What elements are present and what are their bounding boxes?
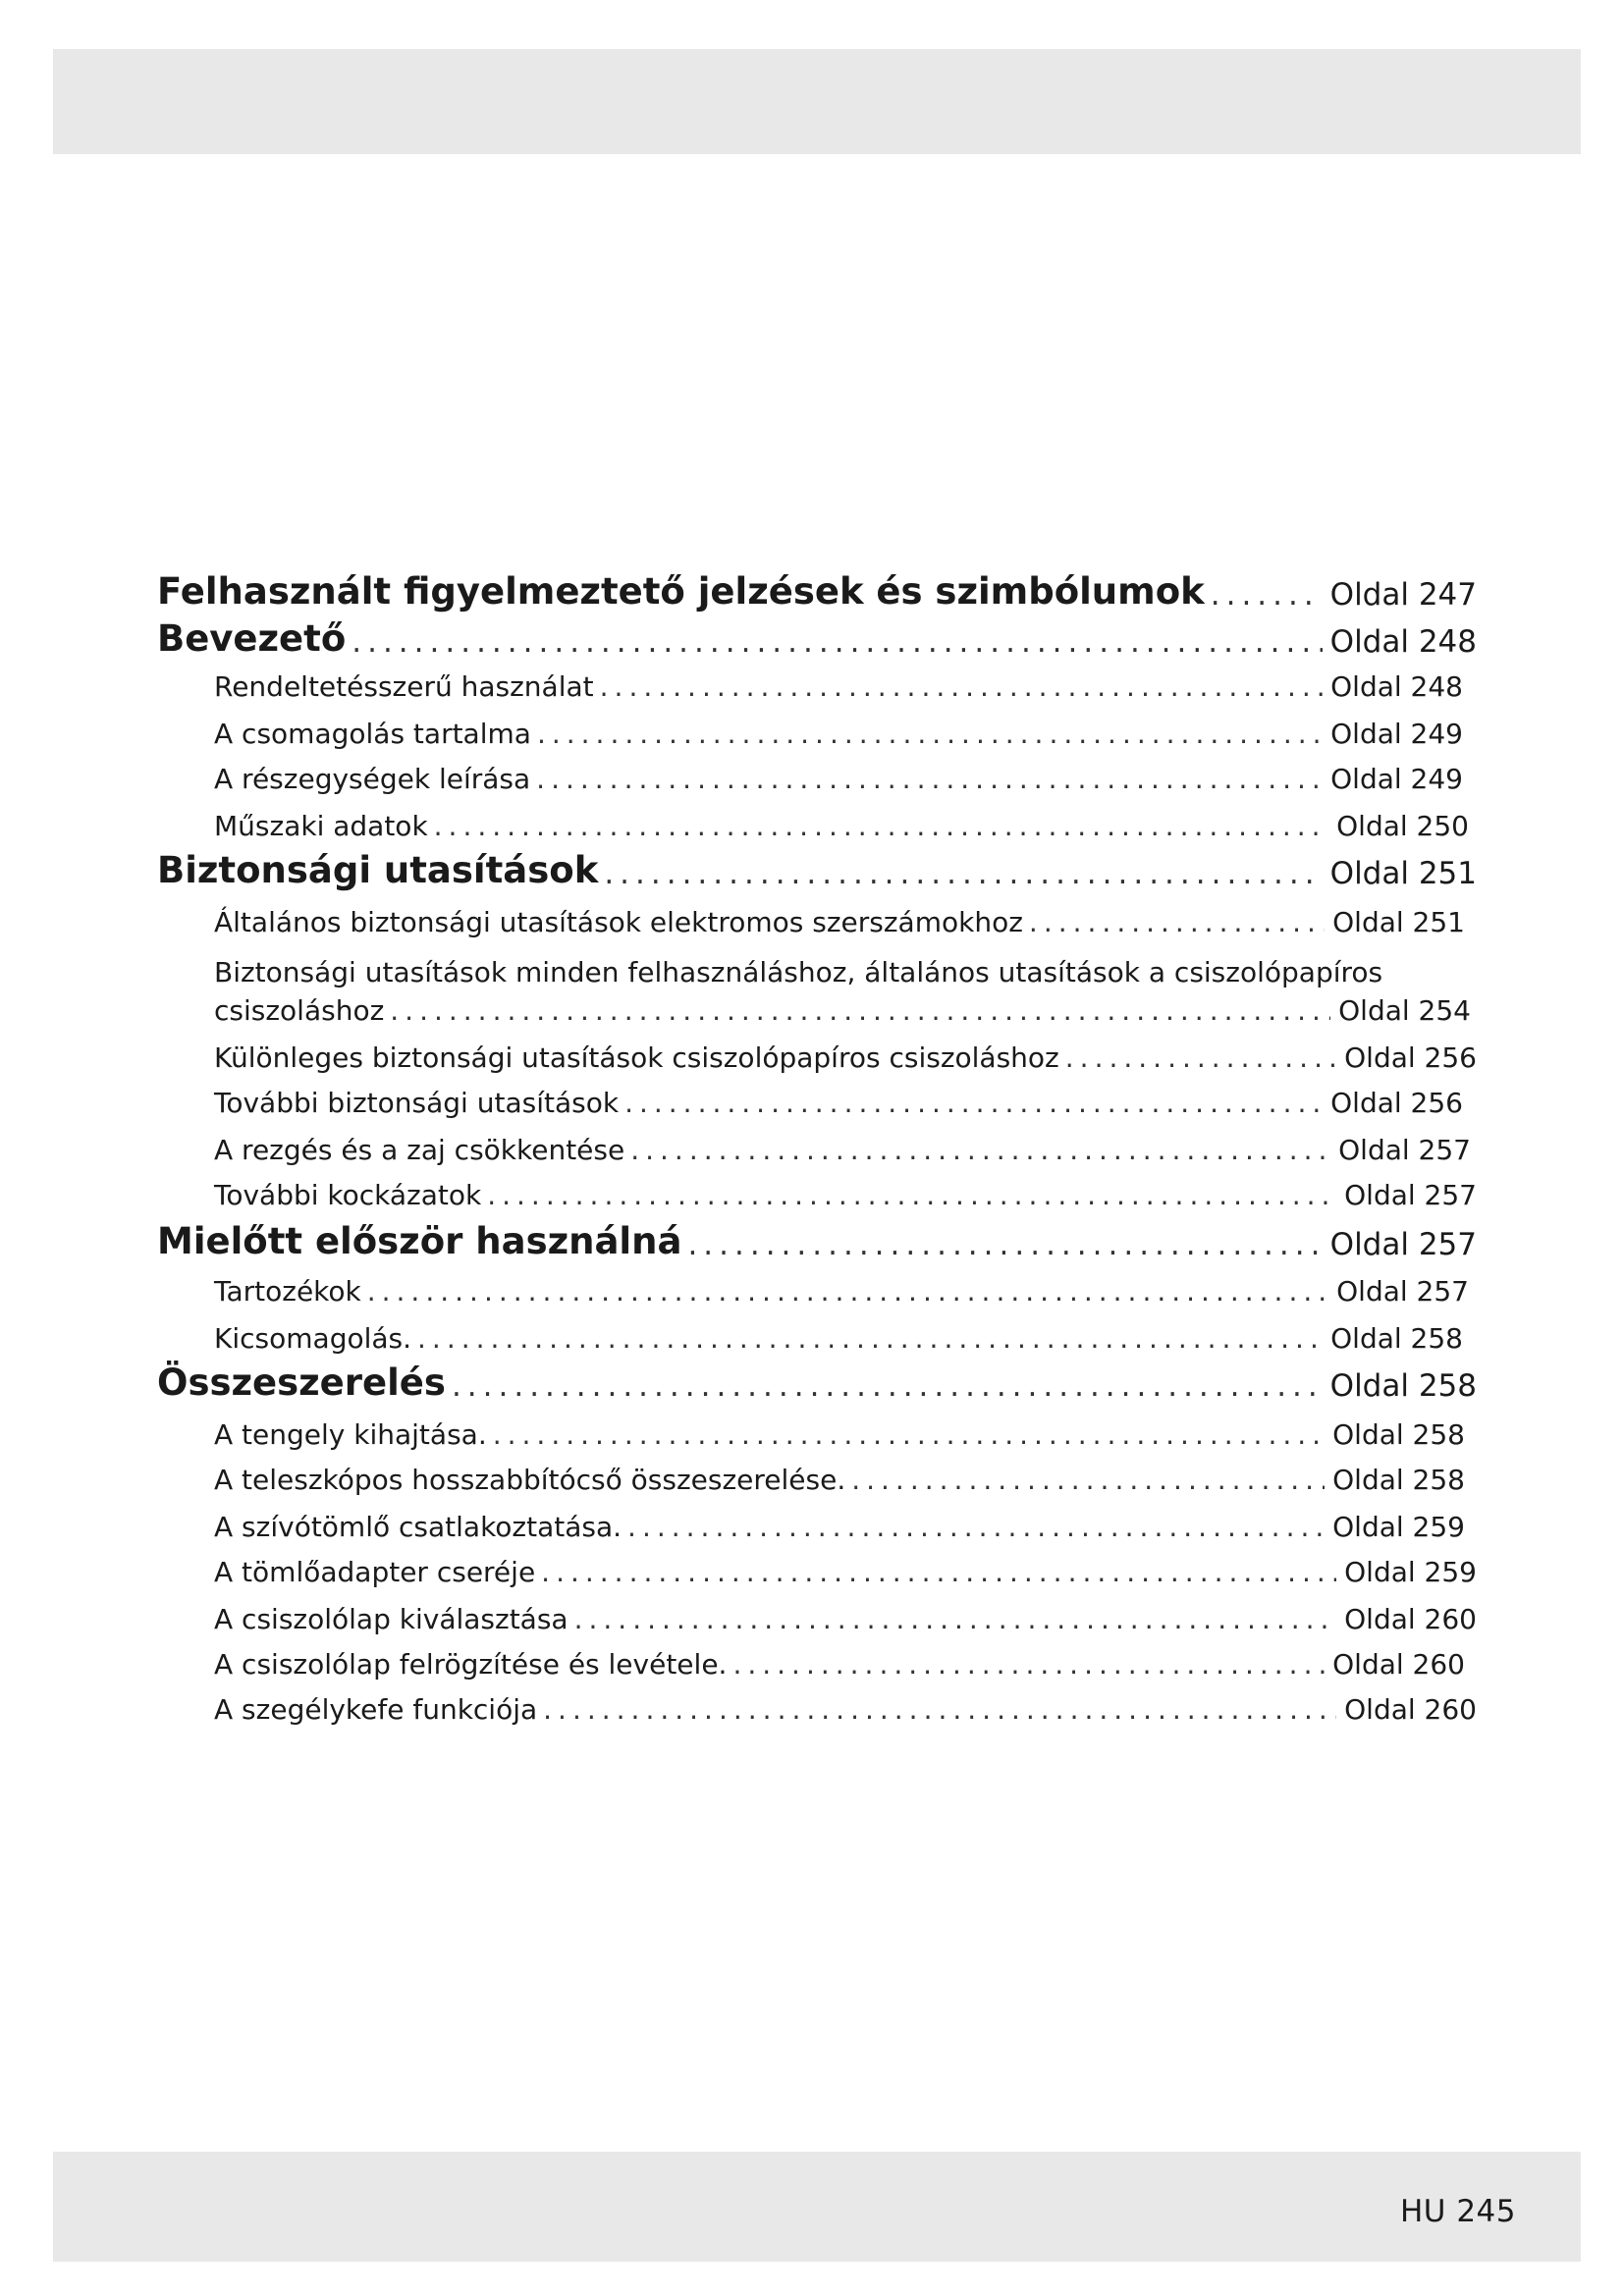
toc-title: A teleszkópos hosszabbítócső összeszerelése.: [214, 1464, 846, 1496]
toc-title: Rendeltetésszerű használat: [214, 670, 594, 703]
dot-leader: [604, 856, 1322, 891]
page-number: HU 245: [1399, 2194, 1516, 2229]
toc-entry[interactable]: [157, 1637, 1465, 1681]
toc-page: Oldal 254: [1338, 994, 1471, 1027]
toc-page: Oldal 260: [1344, 1603, 1477, 1635]
toc-entry[interactable]: [157, 895, 1465, 938]
toc-page: Oldal 250: [1336, 810, 1469, 842]
toc-page: Oldal 256: [1344, 1041, 1477, 1074]
toc-title: További biztonsági utasítások: [214, 1087, 620, 1119]
toc-title: Kicsomagolás.: [214, 1322, 412, 1355]
toc-title: A szegélykefe funkciója: [214, 1693, 538, 1726]
toc-title: Különleges biztonsági utasítások csiszolópapíros csiszoláshoz: [214, 1041, 1059, 1074]
toc-entry[interactable]: [157, 752, 1463, 795]
toc-title: Biztonsági utasítások: [157, 849, 599, 891]
toc-title: A csiszolólap felrögzítése és levétele.: [214, 1648, 728, 1681]
toc-page: Oldal 257: [1344, 1179, 1477, 1211]
toc-entry[interactable]: [157, 1123, 1471, 1166]
dot-leader: [367, 1275, 1328, 1308]
dot-leader: [487, 1179, 1336, 1211]
dot-leader: [543, 1693, 1336, 1726]
dot-leader: [452, 1368, 1323, 1404]
toc-page: Oldal 260: [1332, 1648, 1465, 1681]
toc-entry[interactable]: [157, 984, 1471, 1027]
dot-leader: [536, 763, 1323, 795]
toc-title: A tömlőadapter cseréje: [214, 1556, 536, 1588]
toc-entry[interactable]: [157, 569, 1477, 613]
toc-entry[interactable]: [157, 1031, 1477, 1074]
toc-page: Oldal 257: [1338, 1134, 1471, 1166]
toc-entry[interactable]: [157, 1682, 1477, 1726]
toc-page: Oldal 247: [1329, 577, 1477, 613]
toc-page: Oldal 256: [1330, 1087, 1463, 1119]
toc-page: Oldal 259: [1344, 1556, 1477, 1588]
toc-entry[interactable]: [157, 1453, 1465, 1496]
toc-title: További kockázatok: [214, 1179, 482, 1211]
toc-title: Tartozékok: [214, 1275, 361, 1308]
toc-title: Mielőtt először használná: [157, 1220, 682, 1262]
dot-leader: [600, 670, 1323, 703]
footer-band: [53, 2152, 1581, 2262]
toc-title: Bevezető: [157, 617, 347, 660]
toc-entry[interactable]: [157, 616, 1477, 660]
toc-entry[interactable]: [157, 707, 1463, 750]
toc-page: Oldal 251: [1332, 906, 1465, 938]
dot-leader: [434, 810, 1328, 842]
dot-leader: [627, 1511, 1325, 1543]
toc-entry[interactable]: [157, 1408, 1465, 1451]
toc-entry[interactable]: [157, 660, 1463, 703]
toc-entry[interactable]: [157, 1500, 1465, 1543]
toc-title: A csiszolólap kiválasztása: [214, 1603, 568, 1635]
toc-page: Oldal 258: [1332, 1418, 1465, 1451]
toc-page: Oldal 258: [1330, 1322, 1463, 1355]
toc-title: Általános biztonsági utasítások elektromos szerszámokhoz: [214, 906, 1023, 938]
dot-leader: [352, 624, 1322, 660]
toc-entry[interactable]: [157, 1545, 1477, 1588]
dot-leader: [1211, 577, 1323, 613]
toc-page: Oldal 257: [1336, 1275, 1469, 1308]
dot-leader: [390, 994, 1330, 1027]
toc-page: Oldal 249: [1330, 763, 1463, 795]
toc-entry[interactable]: [157, 1311, 1463, 1355]
toc-title: Felhasznált figyelmeztető jelzések és szimbólumok: [157, 570, 1205, 613]
dot-leader: [574, 1603, 1337, 1635]
toc-entry[interactable]: [157, 1219, 1477, 1262]
dot-leader: [1029, 906, 1325, 938]
toc-title: A részegységek leírása: [214, 763, 531, 795]
toc-title: A tengely kihajtása.: [214, 1418, 487, 1451]
toc-page: Oldal 251: [1329, 856, 1477, 891]
toc-page: Oldal 260: [1344, 1693, 1477, 1726]
toc-page: Oldal 248: [1330, 670, 1463, 703]
dot-leader: [1065, 1041, 1336, 1074]
toc-title: A csomagolás tartalma: [214, 718, 531, 750]
dot-leader: [537, 718, 1323, 750]
dot-leader: [417, 1322, 1323, 1355]
toc-title: Műszaki adatok: [214, 810, 428, 842]
dot-leader: [851, 1464, 1325, 1496]
dot-leader: [541, 1556, 1336, 1588]
toc-title: Összeszerelés: [157, 1362, 446, 1404]
toc-page: Oldal 257: [1329, 1227, 1477, 1262]
toc-entry[interactable]: [157, 848, 1477, 891]
toc-entry[interactable]: [157, 1361, 1477, 1404]
dot-leader: [630, 1134, 1330, 1166]
header-band: [53, 49, 1581, 154]
toc-title: A rezgés és a zaj csökkentése: [214, 1134, 625, 1166]
dot-leader: [624, 1087, 1323, 1119]
toc-page: Oldal 248: [1329, 624, 1477, 660]
dot-leader: [493, 1418, 1325, 1451]
dot-leader: [687, 1227, 1322, 1262]
toc-page: Oldal 258: [1329, 1368, 1477, 1404]
toc-title: A szívótömlő csatlakoztatása.: [214, 1511, 623, 1543]
toc-title: csiszoláshoz: [214, 994, 385, 1027]
toc-entry[interactable]: [157, 799, 1469, 842]
toc-page: Oldal 259: [1332, 1511, 1465, 1543]
toc-entry-line1: Biztonsági utasítások minden felhasználáshoz, általános utasítások a csiszolópapíros: [214, 956, 1383, 988]
toc-entry[interactable]: [157, 1592, 1477, 1635]
toc-entry[interactable]: [157, 1168, 1477, 1211]
toc-entry[interactable]: [157, 1264, 1469, 1308]
dot-leader: [732, 1648, 1325, 1681]
toc-page: Oldal 258: [1332, 1464, 1465, 1496]
toc-entry[interactable]: [157, 1076, 1463, 1119]
toc-page: Oldal 249: [1330, 718, 1463, 750]
